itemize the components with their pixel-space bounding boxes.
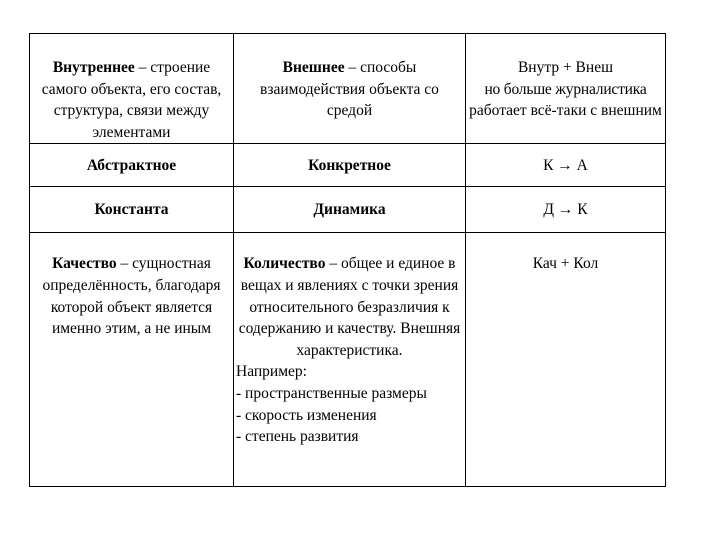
list-item: - степень развития <box>236 428 359 446</box>
term-abstract: Абстрактное <box>86 156 177 174</box>
cell-internal-external-note: Внутр + Внеш но больше журналистика работает всё-таки с внешним <box>466 34 666 144</box>
table-row <box>30 34 666 144</box>
table-row <box>30 144 666 187</box>
term-quality: Качество <box>52 255 117 273</box>
relation-k-a: К → А <box>543 156 588 174</box>
term-quantity: Количество <box>243 255 326 273</box>
table-row <box>30 187 666 233</box>
cell-quantity: Количество – общее и единое в вещах и явлениях с точки зрения относительного безразличия к содержанию и качеству. Внешняя характеристика. Например: - пространственные размеры - скорость изменения - степень развития <box>234 233 466 487</box>
relation-d-k: Д → К <box>543 201 588 219</box>
example-list <box>236 361 463 447</box>
term-dynamics: Динамика <box>313 201 386 219</box>
cell-internal: Внутреннее – строение самого объекта, его состав, структура, связи между элементами <box>30 34 234 144</box>
example-label: Например: <box>236 363 307 381</box>
term-constant: Константа <box>94 201 169 219</box>
cell-quality: Качество – сущностная определённость, благодаря которой объект является именно этим, а не иным <box>30 233 234 487</box>
definition-internal: строение самого объекта, его состав, структура, связи между элементами <box>41 59 222 141</box>
cell-external: Внешнее – способы взаимодействия объекта со средой <box>234 34 466 144</box>
comparison-table <box>29 33 666 487</box>
definition-external: способы взаимодействия объекта со средой <box>260 59 439 120</box>
list-item: - пространственные размеры <box>236 384 427 402</box>
term-external: Внешнее <box>282 59 345 76</box>
term-concrete: Конкретное <box>308 156 391 174</box>
list-item: - скорость изменения <box>236 406 377 424</box>
term-internal: Внутреннее <box>52 59 135 76</box>
definition-quantity: общее и единое в вещах и явлениях с точки зрения относительного безразличия к содержанию и качеству. Внешняя характеристика. <box>238 255 461 359</box>
table-row <box>30 233 666 487</box>
relation-quality-quantity: Кач + Кол <box>532 255 599 273</box>
definition-quality: сущностная определённость, благодаря которой объект является именно этим, а не иным <box>42 255 221 338</box>
